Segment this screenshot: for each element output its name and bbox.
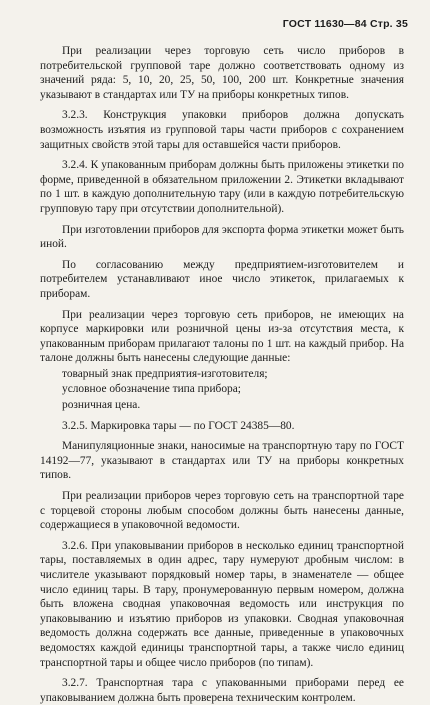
paragraph-coupons: При реализации через торговую сеть приборов, не имеющих на корпусе маркировки или розничной цены из-за отсутствия места, к упакованным приборам прилагают талоны по 1 шт. на каждый прибор. На талоне должны быть нанесены следующие данные:	[40, 308, 404, 365]
page-header: ГОСТ 11630—84 Стр. 35	[282, 18, 408, 30]
paragraph-export-label: При изготовлении приборов для экспорта форма этикетки может быть иной.	[40, 223, 404, 251]
paragraph-3-2-4: 3.2.4. К упакованным приборам должны быть приложены этикетки по форме, приведенной в обязательном приложении 2. Этикетки вкладывают по 1 шт. в каждую дополнительную тару (или в каждую потребительскую групповую тару при отсутствии дополнительной).	[40, 159, 404, 215]
paragraph-3-2-3: 3.2.3. Конструкция упаковки приборов должна допускать возможность изъятия из групповой тары части приборов с сохранением защитных свойств этой тары для оставшейся части приборов.	[40, 109, 404, 151]
paragraph-3-2-7: 3.2.7. Транспортная тара с упакованными приборами перед ее упаковыванием должна быть проверена техническим контролем.	[40, 677, 404, 704]
paragraph-retail-quantity: При реализации через торговую сеть число приборов в потребительской групповой таре должно соответствовать одному из значений ряда: 5, 10, 20, 25, 50, 100, 200 шт. Конкретные значения указывают в стандартах или ТУ на приборы конкретных типов.	[40, 45, 404, 101]
paragraph-transport-data: При реализации приборов через торговую сеть на транспортной таре с торцевой стороны любым способом должны быть нанесены данные, содержащиеся в упаковочной ведомости.	[40, 490, 404, 532]
paragraph-handling-marks: Манипуляционные знаки, наносимые на транспортную тару по ГОСТ 14192—77, указывают в стандартах или ТУ на приборы конкретных типов.	[40, 440, 404, 482]
document-body	[40, 44, 404, 705]
paragraph-label-agreement: По согласованию между предприятием-изготовителем и потребителем устанавливают иное число этикеток, прилагаемых к приборам.	[40, 258, 404, 300]
paragraph-3-2-5: 3.2.5. Маркировка тары — по ГОСТ 24385—80.	[62, 419, 295, 432]
paragraph-3-2-6: 3.2.6. При упаковывании приборов в несколько единиц транспортной тары, поставляемых в один адрес, тару нумеруют дробным числом: в числителе указывают порядковый номер тары, в знаменателе — общее число единиц тары. В тару, пронумерованную первым номером, должна быть вложена сводная упаковочная ведомость или инструкция по упаковыванию и изъятию приборов из упаковки. Сводная упаковочная ведомость должна содержать все данные, приведенные в упаковочных ведомостях каждой единицы транспортной тары, а также число единиц транспортной тары и общее число приборов (по типам).	[40, 539, 404, 669]
list-item-trademark: товарный знак предприятия-изготовителя;	[62, 367, 268, 380]
list-item-retail-price: розничная цена.	[62, 399, 141, 412]
list-item-type-designation: условное обозначение типа прибора;	[62, 383, 241, 396]
